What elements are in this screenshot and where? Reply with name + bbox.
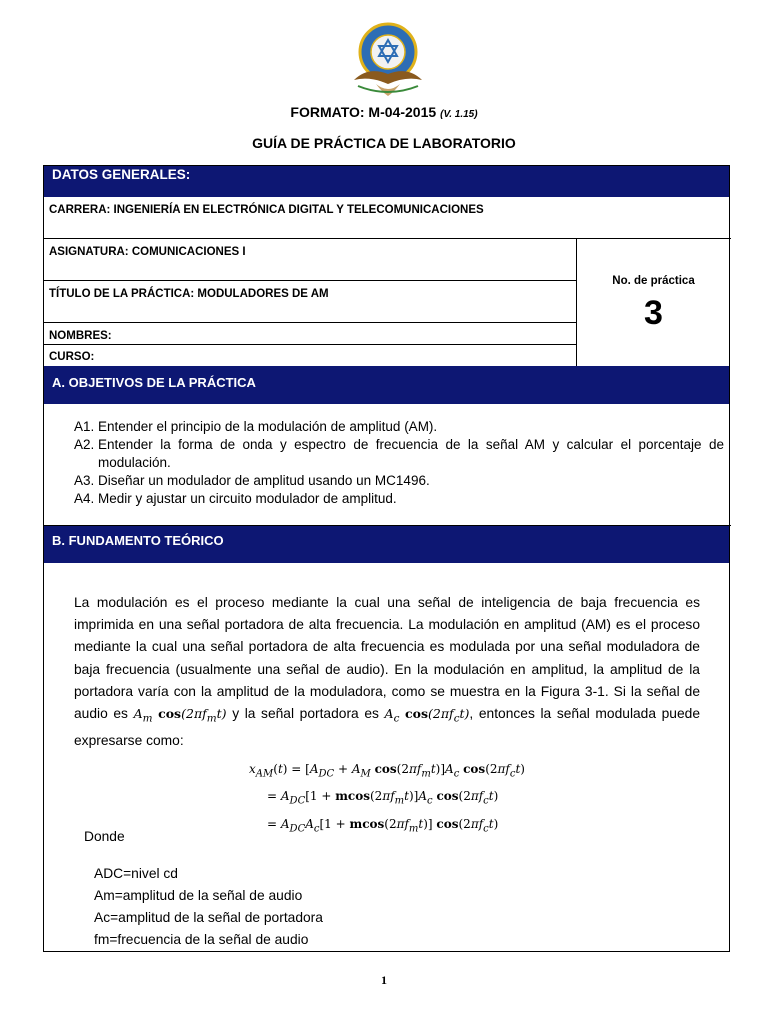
am-equations: $x_{AM}(t) = [A_{DC} + A_M$ $\cos(2\pi f_mt)]A_c$ $\cos(2\pi f_ct)$ = $A_{DC}[1 + mcos(2\pi f_mt)]A_c$ $\cos(2\pi f_ct)$ = $A_{DC}A_c[1 + mcos(2\pi f_mt)]$ $\cos(2\pi f_ct)$ (249, 762, 525, 835)
objetivos-header: A. OBJETIVOS DE LA PRÁCTICA (44, 366, 729, 404)
objective-item: A1. Entender el principio de la modulación de amplitud (AM). (74, 419, 438, 434)
donde-label: Donde (84, 829, 125, 844)
theory-paragraph: La modulación es el proceso mediante la cual una señal de inteligencia de baja frecuencia es imprimida en una señal portadora de alta frecuencia. La modulación en amplitud (AM) es el proceso mediante la cual una señal portadora de alta frecuencia es modulada por una señal moduladora de baja frecuencia (usualmente una señal de audio). En la modulación en amplitud, la amplitud de la portadora varía con la amplitud de la moduladora, como se muestra en la Figura 3-1. Si la señal de audio es $A_m$ $\cos(2\pi f_mt)$ y la señal portadora es $A_c$ $\cos(2\pi f_ct)$, entonces la señal modulada puede expresarse como: (74, 595, 701, 748)
titulo-field: TÍTULO DE LA PRÁCTICA: MODULADORES DE AM (49, 288, 329, 300)
practice-number-label: No. de práctica (612, 275, 695, 287)
definition-item: fm=frecuencia de la señal de audio (94, 932, 309, 947)
definitions-list (94, 863, 323, 951)
guide-title: GUÍA DE PRÁCTICA DE LABORATORIO (252, 135, 516, 151)
format-code: FORMATO: M-04-2015 (V. 1.15) (290, 104, 478, 120)
university-logo (348, 22, 428, 98)
objective-item: A4. Medir y ajustar un circuito modulador de amplitud. (74, 491, 397, 506)
definition-item: Am=amplitud de la señal de audio (94, 888, 303, 903)
curso-field: CURSO: (49, 351, 95, 363)
nombres-field: NOMBRES: (49, 330, 112, 342)
carrera-field: CARRERA: INGENIERÍA EN ELECTRÓNICA DIGITAL Y TELECOMUNICACIONES (49, 204, 484, 216)
fundamento-header: B. FUNDAMENTO TEÓRICO (44, 526, 729, 563)
practice-number: 3 (644, 294, 663, 332)
asignatura-field: ASIGNATURA: COMUNICACIONES I (49, 246, 246, 258)
definition-item: Ac=amplitud de la señal de portadora (94, 910, 323, 925)
practice-form-table (43, 165, 730, 952)
definition-item: ADC=nivel cd (94, 866, 178, 881)
objective-item: A3. Diseñar un modulador de amplitud usando un MC1496. (74, 473, 430, 488)
format-version: (V. 1.15) (440, 109, 478, 120)
objective-item: A2. Entender la forma de onda y espectro de frecuencia de la señal AM y calcular el porcentaje de modulación. (74, 437, 724, 470)
page-number: 1 (381, 973, 387, 987)
datos-generales-header: DATOS GENERALES: (44, 166, 729, 197)
objectives-list (74, 418, 724, 508)
